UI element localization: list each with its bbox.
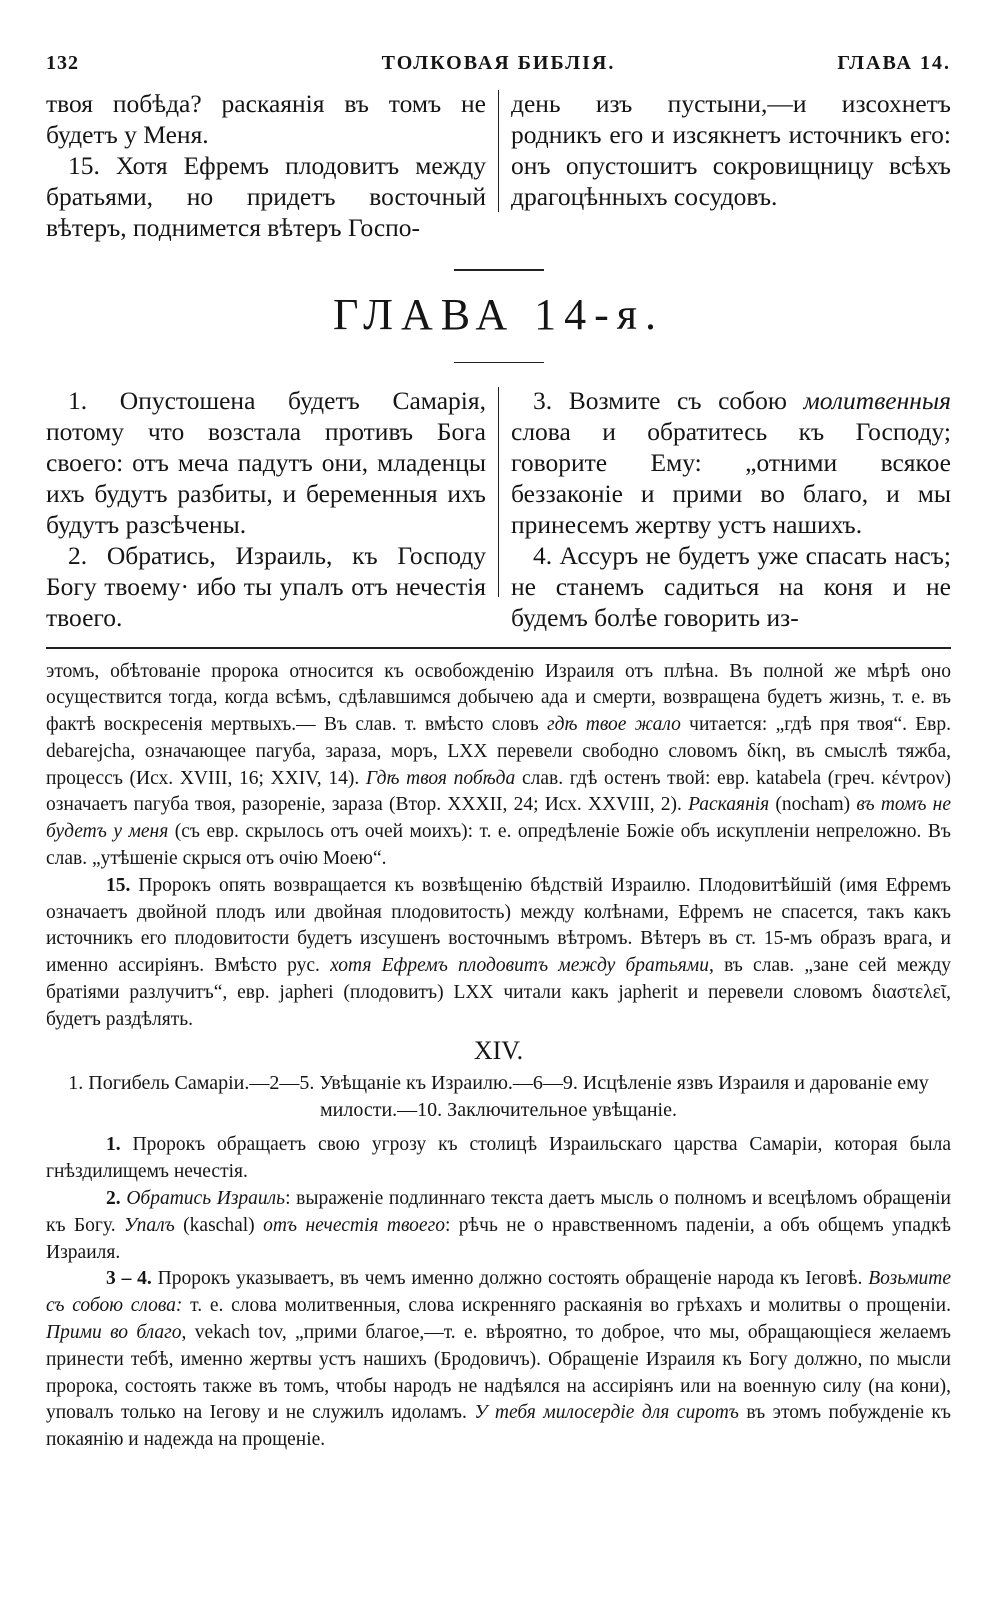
column-divider [498, 387, 499, 597]
column-divider [498, 90, 499, 212]
verses-right-column [511, 385, 951, 633]
commentary-divider [46, 647, 951, 649]
chapter-label: ГЛАВА 14. [837, 52, 951, 74]
verse-2: 2. Обратись, Израиль, къ Господу Богу твоему· ибо ты упалъ отъ нечестія твоего. [46, 541, 486, 632]
commentary-paragraph: этомъ, обѣтованіе пророка относится къ освобожденію Израиля отъ плѣна. Въ полной же мѣрѣ оно осуществится тогда, когда всѣмъ, сдѣлавшимся добычею ада и смерти, возвращена будетъ жизнь, т. е. въ фактѣ воскресенія мертвыхъ.— Въ слав. т. вмѣсто словъ гдѣ твое жало читается: „гдѣ пря твоя“. Евр. debarejcha, означающее пагуба, зараза, моръ, LXX перевели свободно словомъ δίκη, въ смыслѣ тяжба, процессъ (Исх. XVIII, 16; XXIV, 14). Гдѣ твоя побѣда слав. гдѣ остенъ твой: евр. katabela (греч. κέντρον) означаетъ пагуба твоя, разореніе, зараза (Втор. XXXII, 24; Исх. XXVIII, 2). Раскаянія (nocham) въ томъ не будетъ у меня (съ евр. скрылось отъ очей моихъ): т. е. опредѣленіе Божіе объ искупленіи непреложно. Въ слав. „утѣшеніе скрыся отъ очію Моею“. [46, 660, 952, 870]
chapter-heading: ГЛАВА 14-я. [333, 289, 664, 339]
chapter-rule-bottom [454, 362, 544, 364]
running-header [46, 52, 951, 82]
verses-left-column [46, 385, 486, 633]
verse-text: 15. Хотя Ефремъ плодовитъ между братьями, но придетъ восточный вѣтеръ, поднимется вѣтеръ Госпо- [46, 151, 486, 242]
page-number: 132 [46, 52, 79, 74]
top-verse-columns [46, 88, 951, 243]
book-page [46, 52, 951, 1454]
verse-1: 1. Опустошена будетъ Самарія, потому что возстала противъ Бога своего: отъ меча падутъ они, младенцы ихъ будутъ разбиты, и беременныя ихъ будутъ разсѣчены. [46, 386, 486, 539]
chapter-summary: 1. Погибель Самаріи.—2—5. Увѣщаніе къ Израилю.—6—9. Исцѣленіе язвъ Израиля и дарованіе ему милости.—10. Заключительное увѣщаніе. [68, 1072, 929, 1122]
book-title: ТОЛКОВАЯ БИБЛІЯ. [381, 52, 616, 74]
commentary-paragraph: 1. Пророкъ обращаетъ свою угрозу къ столицѣ Израильскаго царства Самаріи, которая была гнѣздилищемъ нечестія. [46, 1134, 951, 1183]
top-right-column [511, 88, 951, 243]
chapter-verse-columns [46, 385, 951, 633]
top-left-column [46, 88, 486, 243]
section-heading: XIV. [473, 1035, 524, 1065]
commentary-paragraph: 2. Обратись Израиль: выраженіе подлиннаго текста даетъ мысль о полномъ и всецѣломъ обращеніи къ Богу. Упалъ (kaschal) отъ нечестія твоего: рѣчь не о нравственномъ паденіи, а объ общемъ упадкѣ Израиля. [46, 1188, 952, 1263]
verse-text: день изъ пустыни,—и изсохнетъ родникъ его и изсякнетъ источникъ его: онъ опустошитъ сокровищницу всѣхъ драгоцѣнныхъ сосудовъ. [511, 89, 951, 211]
chapter-rule-top [454, 269, 544, 271]
verse-4: 4. Ассуръ не будетъ уже спасать насъ; не станемъ садиться на коня и не будемъ болѣе говорить из- [511, 541, 951, 632]
commentary [46, 659, 951, 1455]
verse-3: 3. Возмите съ собою молитвенныя слова и обратитесь къ Господу; говорите Ему: „отними всякое беззаконіе и прими во благо, и мы принесемъ жертву устъ нашихъ. [511, 386, 951, 539]
verse-text: твоя побѣда? раскаянія въ томъ не будетъ у Меня. [46, 89, 486, 149]
commentary-paragraph: 3 – 4. Пророкъ указываетъ, въ чемъ именно должно состоять обращеніе народа къ Іеговѣ. Возьмите съ собою слова: т. е. слова молитвенныя, слова искренняго раскаянія во грѣхахъ и молитвы о прощеніи. Прими во благо, vekach tov, „прими благое,—т. е. вѣроятно, то доброе, что мы, обращающіеся желаемъ принести тебѣ, именно жертвы устъ нашихъ (Бродовичъ). Обращеніе Израиля къ Богу должно, по мысли пророка, состоять также въ томъ, чтобы народъ не надѣялся на ассиріянъ или на военную силу (на кони), уповалъ только на Іегову и не служилъ идоламъ. У тебя милосердіе для сиротъ въ этомъ побужденіе къ покаянію и надежда на прощеніе. [46, 1268, 952, 1451]
commentary-paragraph: 15. Пророкъ опять возвращается къ возвѣщенію бѣдствій Израилю. Плодовитѣйшій (имя Ефремъ означаетъ двойной плодъ или двойная плодовитость) между колѣнами, Ефремъ не спасется, такъ какъ источникъ его плодовитости будетъ изсушенъ восточнымъ вѣтромъ. Вѣтеръ въ ст. 15-мъ образъ врага, и именно ассиріянъ. Вмѣсто рус. хотя Ефремъ плодовитъ между братьями, въ слав. „зане сей между братіями разлучитъ“, евр. japheri (плодовитъ) LXX читали какъ japherit и перевели словомъ διαστελεῖ, будетъ раздѣлять. [46, 874, 951, 1030]
